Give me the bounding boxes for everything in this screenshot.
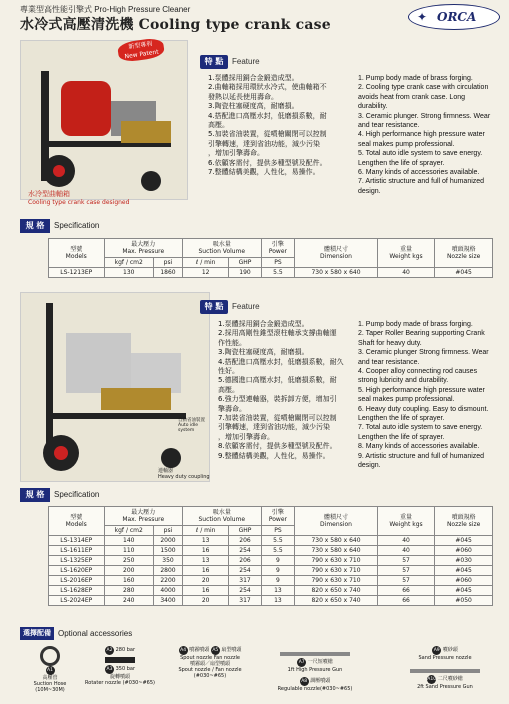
hose-icon [40,646,60,666]
table-cell: 66 [377,596,434,606]
table-row [49,566,493,576]
a10-zh: 二尺噴砂槍 [437,676,463,682]
table-header-row [49,239,493,258]
spec-table-1 [48,238,493,278]
table-cell: 130 [104,268,153,278]
table-cell: 40 [377,268,434,278]
feature-badge: 特 點 [200,55,228,69]
a1-en: Suction Hose (10M~30M) [33,681,67,693]
features-zh-1 [208,74,327,177]
header-subtitle: 專業型高性能引擎式 Pro-High Pressure Cleaner [20,5,191,14]
accessory-spout-fan-nozzle [170,646,250,679]
table-row [49,576,493,586]
table-cell: LS-2016EP [49,576,105,586]
feature-line-zh: 2.採用高剛性錐型滾柱軸承支撐曲軸運 [218,329,337,338]
feature-line-zh: 性好。 [218,367,239,376]
table-cell: 57 [377,576,434,586]
gun-icon [280,652,350,656]
tag-a1: A1 [47,668,53,673]
accessory-suction-hose [20,646,80,693]
a3-sub: 350 bar [115,666,136,672]
table-cell: 9 [261,556,295,566]
table-cell: 240 [104,596,153,606]
a7-zh: 一尺短噴槍 [307,659,333,665]
feature-line-zh: 引擎轉速，達到省油功能，減少污染 [208,139,320,148]
table-header: 最大壓力 Max. Pressure [104,239,182,258]
table-subheader: psi [153,526,182,536]
table-header-row [49,507,493,526]
feature-line-zh: 3.陶瓷柱塞硬度高，耐磨損。 [208,102,299,111]
feature-line-zh: 7.整體結構美觀，人性化，易操作。 [208,168,320,177]
a5-en: Fan nozzle [213,655,240,661]
table-cell: 13 [182,536,228,546]
options-badge: 選擇配備 [20,627,54,640]
options-label: Optional accessories [58,629,133,638]
table-subheader: psi [153,258,182,268]
table-cell: 3400 [153,596,182,606]
a8-zh: 調壓噴頭 [310,678,331,684]
sand-gun-icon [410,669,480,673]
accessory-rotater-nozzle [85,646,155,686]
feature-line-en: 3. Ceramic plunger Strong firmness. Wear [358,349,489,357]
table-subheader: PS [261,258,295,268]
table-subheader: kgf / cm2 [104,258,153,268]
pressure-washer-illustration-2 [21,293,211,483]
feature-line-zh: 5.加裝省油裝置，從噴槍關閉可以控制 [208,130,327,139]
feature-line-en: 2. Cooling type crank case with circulation [358,84,489,92]
a8-en: Regulable nozzle(#030~#65) [277,686,353,692]
feature-line-en: 8. Many kinds of accessories available. [358,443,480,451]
table-header: 吸水量 Suction Volume [182,507,261,526]
tag-a3: A3 [106,667,113,672]
feature-line-en: Lengthen the life of sprayer. [358,415,445,423]
table-cell: 40 [377,536,434,546]
product-photo-1 [20,40,188,200]
feature-line-en: Lengthen the life of sprayer. [358,159,445,167]
table-subheader: PS [261,526,295,536]
table-cell: #060 [435,546,493,556]
table-cell: 254 [229,546,261,556]
tag-a8: A8 [301,679,308,684]
table-subheader: GHP [229,526,261,536]
feature-line-en: avoids heat from crank case. Long [358,93,466,101]
table-cell: 5.5 [261,536,295,546]
tag-a9: A9 [433,648,440,653]
table-cell: 40 [377,546,434,556]
table-row [49,586,493,596]
table-cell: 206 [229,536,261,546]
feature-line-en: Shaft for heavy duty. [358,339,422,347]
table-cell: 9 [261,576,295,586]
table-cell: LS-1314EP [49,536,105,546]
table-row [49,536,493,546]
tag-a4: A4 [180,648,187,653]
table-cell: #060 [435,576,493,586]
feature-line-zh: 8.依顧客需付，提供多種型號及配件。 [218,442,337,451]
feature-line-zh: 4.搭配進口高壓水封，低磨損系數，耐 [208,111,327,120]
table-subheader: kgf / cm2 [104,526,153,536]
table-cell: 280 [104,586,153,596]
photo-caption-zh: 水冷型曲軸箱 [28,190,70,198]
table-row [49,268,493,278]
feature-line-zh: 5.德國進口高壓水封，低磨損系數，耐 [218,376,337,385]
feature-label: Feature [232,302,260,311]
a2-zh: 280 bar [115,647,136,653]
feature-line-zh: 7.加裝省油裝置，從噴槍關閉可以控制 [218,414,337,423]
a45-zh: 噴霧頭／扇型噴頭 [189,661,230,667]
table-cell: 1500 [153,546,182,556]
table-header: 型號 Models [49,239,105,268]
feature-line-en: durability. [358,103,388,111]
table-cell: 350 [153,556,182,566]
feature-line-zh: 作性能。 [218,338,246,347]
orca-icon: ✦ [417,10,428,24]
table-cell: 13 [182,556,228,566]
feature-line-en: 5. High performance high pressure water [358,386,485,394]
table-cell: 254 [229,566,261,576]
table-cell: 4000 [153,586,182,596]
table-cell: 200 [104,566,153,576]
feature-line-en: seal makes pump professional. [358,140,455,148]
a1-zh: 高壓管 [42,675,58,681]
tag-a10: A10 [427,677,437,682]
tag-a5: A5 [212,648,219,653]
table-header: 重量 Weight kgs [377,239,434,268]
table-cell: 2000 [153,536,182,546]
table-cell: 110 [104,546,153,556]
patent-zh: 新型專利 [127,40,153,51]
features-en-2 [358,320,489,471]
table-cell: 5.5 [261,268,295,278]
logo-text: ORCA [437,10,477,24]
table-header: 引擎 Power [261,239,295,258]
tag-a7: A7 [298,660,305,665]
feature-line-en: 7. Total auto idle system to save energy. [358,424,483,432]
table-cell: #045 [435,536,493,546]
a7-en: 1ft High Pressure Gun [287,667,343,673]
photo-caption-en: Cooling type crank case designed [28,199,130,206]
feature-line-zh: 高壓。 [218,385,239,394]
table-cell: 190 [229,268,261,278]
a10-en: 2ft Sand Pressure Gun [417,684,473,690]
table-cell: #030 [435,556,493,566]
table-subheader: ℓ / min [182,258,228,268]
feature-line-en: 2. Taper Roller Bearing supporting Crank [358,330,485,338]
tag-a2: A2 [106,648,113,653]
table-cell: 16 [182,566,228,576]
patent-en: New Patent [124,48,160,61]
table-cell: 317 [229,576,261,586]
feature-line-en: 6. Heavy duty coupling. Easy to dismount. [358,405,489,413]
feature-line-en: 1. Pump body made of brass forging. [358,75,473,82]
table-cell: LS-2024EP [49,596,105,606]
feature-line-en: 4. High performance high pressure water [358,131,485,139]
table-cell: 20 [182,576,228,586]
table-header: 噴頭規格 Nozzle size [435,507,493,536]
feature-line-zh: 引擎轉速，達到省油功能，減少污染 [218,423,330,432]
table-header: 重量 Weight kgs [377,507,434,536]
feature-line-en: and tear resistance. [358,358,420,366]
table-cell: 254 [229,586,261,596]
table-cell: #050 [435,596,493,606]
table-cell: 9 [261,566,295,576]
table-cell: 13 [261,586,295,596]
table-cell: 790 x 630 x 710 [295,566,378,576]
table-cell: 57 [377,566,434,576]
feature-line-en: seal makes pump professional. [358,396,455,404]
feature-line-en: 4. Cooper alloy connecting rod causes [358,368,478,376]
spec-label: Specification [54,221,100,230]
table-cell: LS-1620EP [49,566,105,576]
feature-line-en: design. [358,187,381,195]
a9-zh: 噴砂頭 [442,647,458,653]
table-cell: LS-1325EP [49,556,105,566]
feature-line-zh: 6.強力型連軸器，裝拆卸方便，增加引 [218,395,337,404]
table-cell: LS-1611EP [49,546,105,556]
nozzle-icon [105,657,135,663]
table-cell: 12 [182,268,228,278]
feature-line-zh: 3.陶瓷柱塞硬度高，耐磨損。 [218,348,309,357]
table-cell: 206 [229,556,261,566]
table-cell: 1860 [153,268,182,278]
page-header [0,0,509,34]
table-header: 引擎 Power [261,507,295,526]
auto-idle-caption: 自動省油裝置 Auto idle system [178,418,205,433]
table-cell: #045 [435,268,493,278]
accessory-sand-gun [390,646,500,690]
a4-zh: 噴霧噴頭 [189,647,210,653]
feature-line-zh: 9.整體結構美觀，人性化，易操作。 [218,451,330,460]
feature-line-zh: 4.搭配進口高壓水封，低磨損系數，耐久 [218,357,344,366]
table-header: 最大壓力 Max. Pressure [104,507,182,526]
spec-badge: 規 格 [20,219,50,233]
feature-line-zh: 擎壽命。 [218,404,246,413]
table-cell: 66 [377,586,434,596]
feature-line-zh: 高壓。 [208,121,229,130]
feature-line-zh: 發熱以延長使用壽命。 [208,92,278,101]
a5-zh: 扇型噴頭 [221,647,242,653]
table-cell: 16 [182,586,228,596]
feature-line-en: and tear resistance. [358,122,420,130]
feature-label: Feature [232,57,260,66]
feature-line-zh: ，增加引擎壽命。 [218,432,274,441]
table-header: 吸水量 Suction Volume [182,239,261,258]
table-cell: 2200 [153,576,182,586]
table-cell: 140 [104,536,153,546]
table-cell: 730 x 580 x 640 [295,536,378,546]
table-header: 體積尺寸 Dimension [295,507,378,536]
table-cell: 57 [377,556,434,566]
table-cell: 820 x 650 x 740 [295,586,378,596]
table-cell: 250 [104,556,153,566]
feature-line-en: 6. Many kinds of accessories available. [358,169,480,177]
table-cell: 5.5 [261,546,295,556]
table-cell: 730 x 580 x 640 [295,546,378,556]
feature-line-en: Lengthen the life of sprayer. [358,433,445,441]
brand-logo [408,4,500,30]
feature-line-en: 5. Total auto idle system to save energy. [358,150,483,158]
table-cell: 790 x 630 x 710 [295,576,378,586]
spec-label: Specification [54,490,100,499]
a45-en: Spout nozzle / Fan nozzle (#030~#65) [178,667,242,679]
header-title: 水冷式高壓清洗機 Cooling type crank case [20,17,331,33]
table-cell: #045 [435,586,493,596]
table-header: 噴頭規格 Nozzle size [435,239,493,268]
product-photo-2 [20,292,210,482]
feature-line-en: design. [358,462,381,470]
feature-line-en: 7. Artistic structure and full of humanized [358,178,485,186]
table-cell: LS-1628EP [49,586,105,596]
table-row [49,596,493,606]
table-cell: 16 [182,546,228,556]
feature-line-zh: 6.依顧客需付，提供多種型號及配件。 [208,158,327,167]
features-en-1 [358,74,490,196]
feature-line-zh: ，增加引擎壽命。 [208,149,264,158]
table-subheader: GHP [229,258,261,268]
table-row [49,556,493,566]
feature-line-en: strong lubricity and durability. [358,377,449,385]
table-cell: 13 [261,596,295,606]
pressure-washer-illustration-1 [21,41,189,201]
coupling-caption: 連軸器 Heavy duty coupling [158,468,210,480]
table-cell: 790 x 630 x 710 [295,556,378,566]
feature-line-en: 3. Ceramic plunger. Strong firmness. Wear [358,112,491,120]
table-cell: 317 [229,596,261,606]
features-zh-2 [218,320,344,461]
table-cell: #045 [435,566,493,576]
table-subheader: ℓ / min [182,526,228,536]
a9-en: Sand Pressure nozzle [418,655,472,661]
table-cell: 730 x 580 x 640 [295,268,378,278]
table-cell: 160 [104,576,153,586]
table-header: 型號 Models [49,507,105,536]
feature-badge: 特 點 [200,300,228,314]
table-row [49,546,493,556]
a3-en: Rotater nozzle (#030~#65) [85,680,155,686]
table-header: 體積尺寸 Dimension [295,239,378,268]
feature-line-zh: 1.泵體採用銅合金鍛造成型。 [208,74,299,82]
accessory-short-gun [265,646,365,692]
feature-line-zh: 2.曲軸箱採用環狀水冷式，使曲軸箱不 [208,83,327,92]
a3-zh: 旋轉噴頭 [109,674,130,680]
feature-line-en: 9. Artistic structure and full of humanized [358,452,485,460]
table-cell: 820 x 650 x 740 [295,596,378,606]
table-cell: 2800 [153,566,182,576]
spec-badge: 規 格 [20,488,50,502]
table-cell: LS-1213EP [49,268,105,278]
spec-table-2 [48,506,493,606]
table-cell: 20 [182,596,228,606]
feature-line-en: 1. Pump body made of brass forging. [358,321,473,328]
a4-en: Spout nozzle [180,655,213,661]
feature-line-zh: 1.泵體採用銅合金鍛造成型。 [218,320,309,328]
